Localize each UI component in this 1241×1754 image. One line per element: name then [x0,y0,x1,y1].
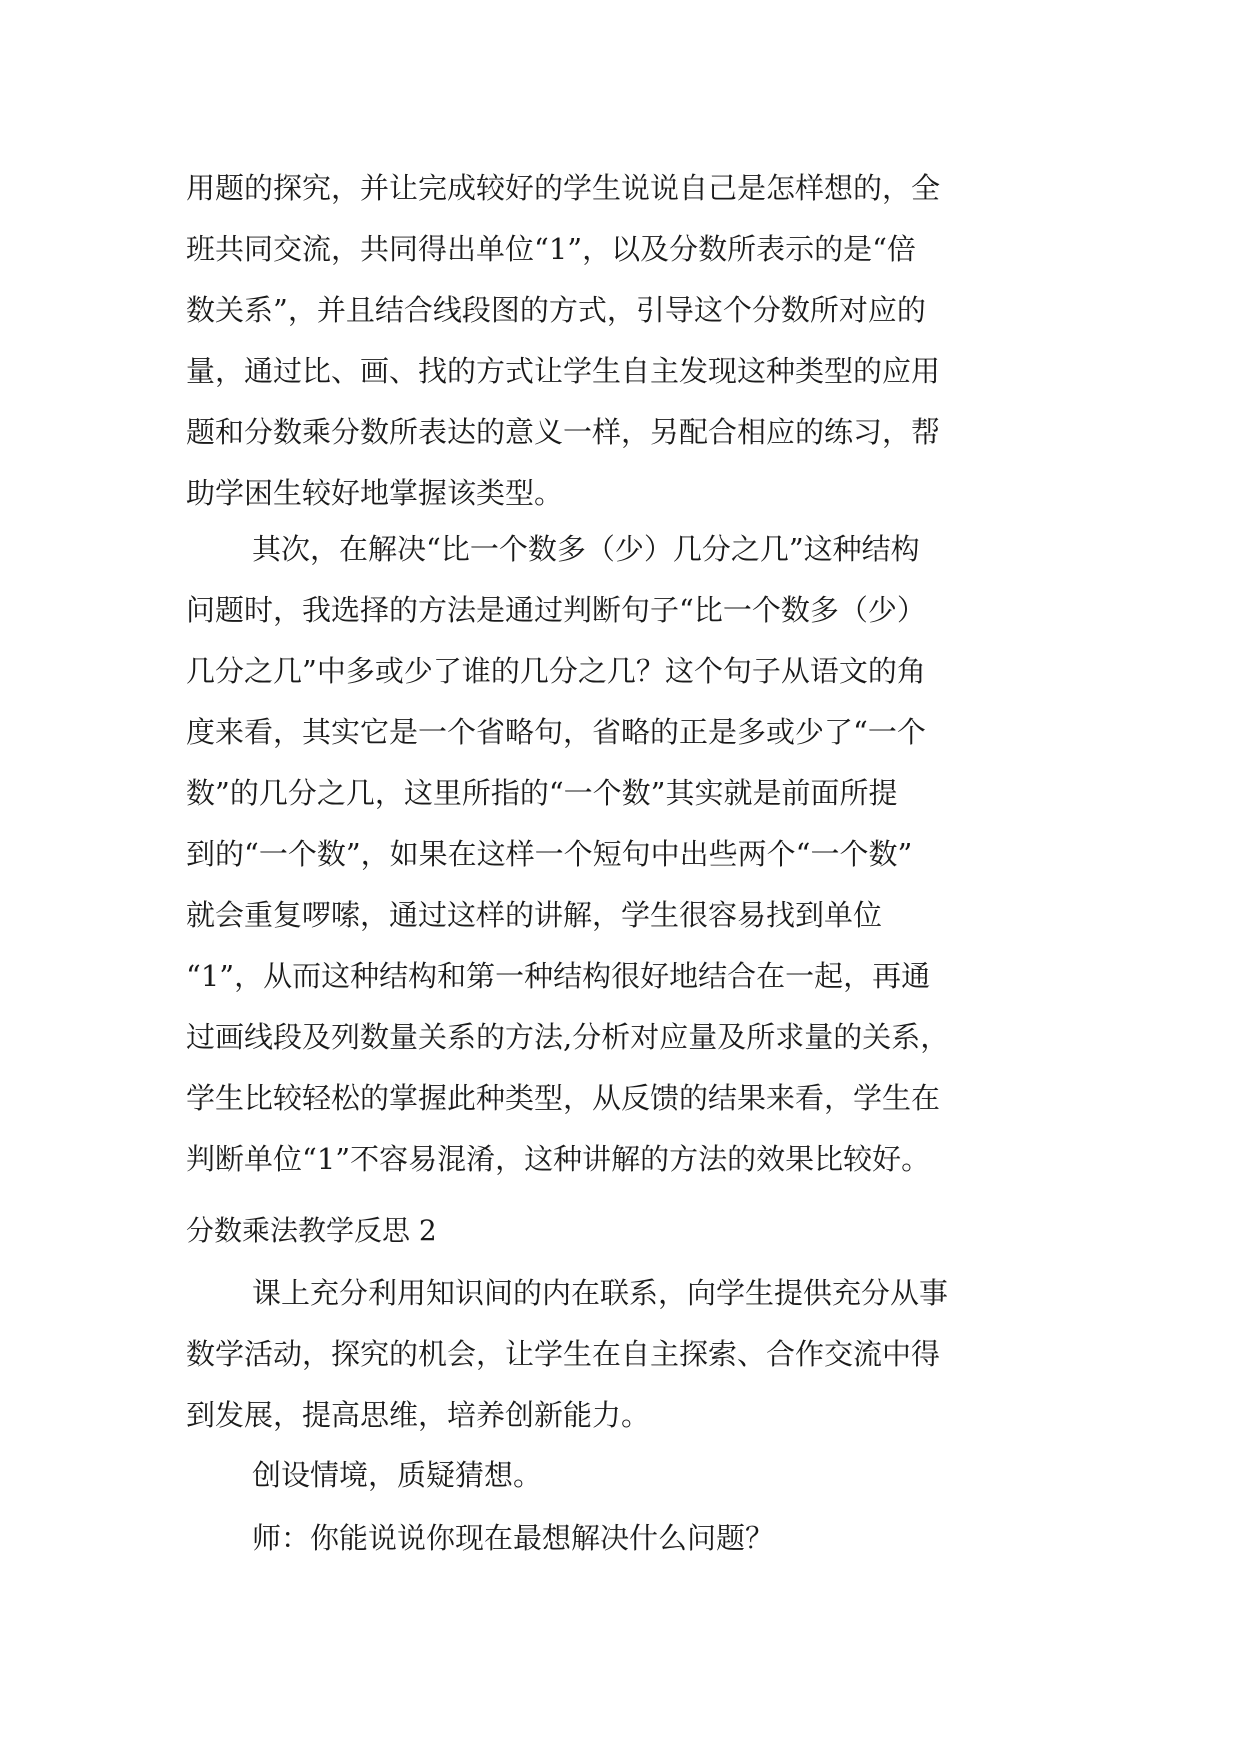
text-line: 师：你能说说你现在最想解决什么问题？ [252,1521,775,1555]
text-line: 就会重复啰嗦，通过这样的讲解，学生很容易找到单位 [186,898,883,932]
text-line: 数”的几分之几，这里所指的“一个数”其实就是前面所提 [186,776,898,810]
paragraph-teacher-question [186,1508,1066,1569]
text-line: 题和分数乘分数所表达的意义一样，另配合相应的练习，帮 [186,415,941,449]
text-line: 班共同交流，共同得出单位“1”，以及分数所表示的是“倍 [186,232,916,266]
section-heading: 分数乘法教学反思 2 [186,1214,437,1247]
text-line: 创设情境，质疑猜想。 [252,1458,543,1492]
text-line: 课上充分利用知识间的内在联系，向学生提供充分从事 [252,1276,949,1310]
paragraph-secondly [186,519,1066,1190]
text-line: 到的“一个数”，如果在这样一个短句中出些两个“一个数” [186,837,913,871]
text-line: “1”，从而这种结构和第一种结构很好地结合在一起，再通 [186,959,931,993]
text-line: 到发展，提高思维，培养创新能力。 [186,1398,651,1432]
paragraph-intro [186,1263,1066,1446]
text-line: 问题时，我选择的方法是通过判断句子“比一个数多（少） [186,593,926,627]
text-line: 量，通过比、画、找的方式让学生自主发现这种类型的应用 [186,354,941,388]
text-line: 数关系”，并且结合线段图的方式，引导这个分数所对应的 [186,293,926,327]
paragraph-continuation [186,158,1066,524]
text-line: 其次，在解决“比一个数多（少）几分之几”这种结构 [252,532,920,566]
text-line: 用题的探究，并让完成较好的学生说说自己是怎样想的，全 [186,171,941,205]
text-line: 几分之几”中多或少了谁的几分之几？这个句子从语文的角 [186,654,926,688]
text-line: 度来看，其实它是一个省略句，省略的正是多或少了“一个 [186,715,926,749]
text-line: 助学困生较好地掌握该类型。 [186,476,564,510]
text-line: 数学活动，探究的机会，让学生在自主探索、合作交流中得 [186,1337,941,1371]
text-line: 判断单位“1”不容易混淆，这种讲解的方法的效果比较好。 [186,1142,931,1176]
text-line: 学生比较轻松的掌握此种类型，从反馈的结果来看，学生在 [186,1081,941,1115]
paragraph-scenario [186,1445,1066,1506]
text-line: 过画线段及列数量关系的方法,分析对应量及所求量的关系， [186,1020,950,1054]
